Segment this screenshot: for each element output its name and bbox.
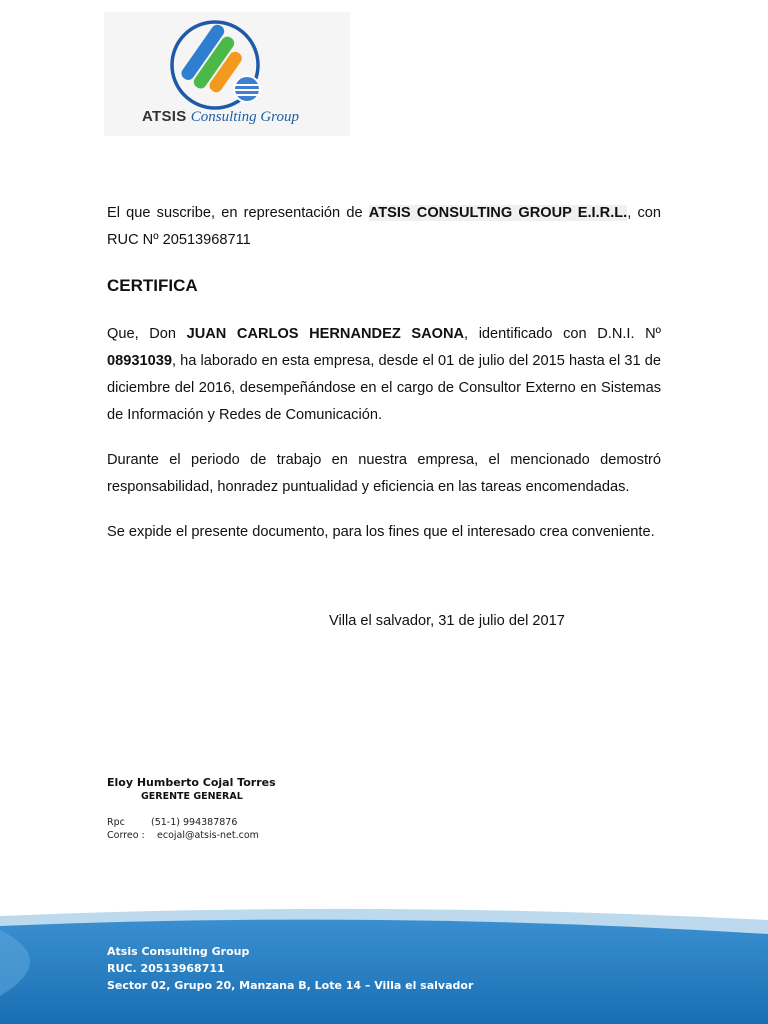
- signer-name: Eloy Humberto Cojal Torres: [107, 776, 276, 789]
- contact-rpc: [107, 816, 259, 829]
- signer-block: [107, 776, 276, 802]
- signer-role: GERENTE GENERAL: [141, 791, 243, 802]
- closing-paragraph: Se expide el presente documento, para los fines que el interesado crea conveniente.: [107, 524, 655, 540]
- atsis-logo-icon: [104, 12, 350, 112]
- intro-paragraph: [107, 200, 661, 254]
- rpc-label: Rpc: [107, 817, 125, 828]
- company-logo: [104, 12, 350, 136]
- logo-wordmark: [142, 108, 299, 126]
- performance-paragraph: Durante el periodo de trabajo en nuestra empresa, el mencionado demostró responsabilidad, honradez puntualidad y eficiencia en las tareas encomendadas.: [107, 452, 661, 495]
- contact-block: [107, 816, 259, 842]
- document-title: CERTIFICA: [107, 276, 198, 295]
- company-name: ATSIS CONSULTING GROUP E.I.R.L.: [368, 205, 628, 221]
- email-label: Correo :: [107, 830, 145, 841]
- email-value: ecojal@atsis-net.com: [157, 830, 259, 841]
- employee-dni: 08931039: [107, 353, 172, 369]
- intro-text-before: El que suscribe, en representación de: [107, 205, 369, 221]
- certification-paragraph: [107, 321, 661, 429]
- footer-company: Atsis Consulting Group: [107, 945, 250, 958]
- p1-mid: , identificado con D.N.I. Nº: [464, 326, 661, 342]
- p1-prefix: Que, Don: [107, 326, 187, 342]
- p1-rest: , ha laborado en esta empresa, desde el 01 de julio del 2015 hasta el 31 de diciembre del 2016, desempeñándose en el cargo de Consultor Externo en Sistemas de Información y Redes de Comunicación.: [107, 353, 661, 423]
- footer-info: [107, 943, 473, 994]
- logo-script: Consulting Group: [190, 109, 299, 125]
- footer-address: Sector 02, Grupo 20, Manzana B, Lote 14 – Villa el salvador: [107, 979, 474, 992]
- footer-ruc: RUC. 20513968711: [107, 962, 225, 975]
- intro-text-after: , con RUC Nº 20513968711: [107, 205, 661, 248]
- rpc-value: (51-1) 994387876: [151, 817, 238, 828]
- logo-brand: ATSIS: [142, 108, 187, 125]
- contact-email: [107, 829, 259, 842]
- employee-name: JUAN CARLOS HERNANDEZ SAONA: [186, 326, 465, 342]
- place-date: Villa el salvador, 31 de julio del 2017: [329, 613, 565, 629]
